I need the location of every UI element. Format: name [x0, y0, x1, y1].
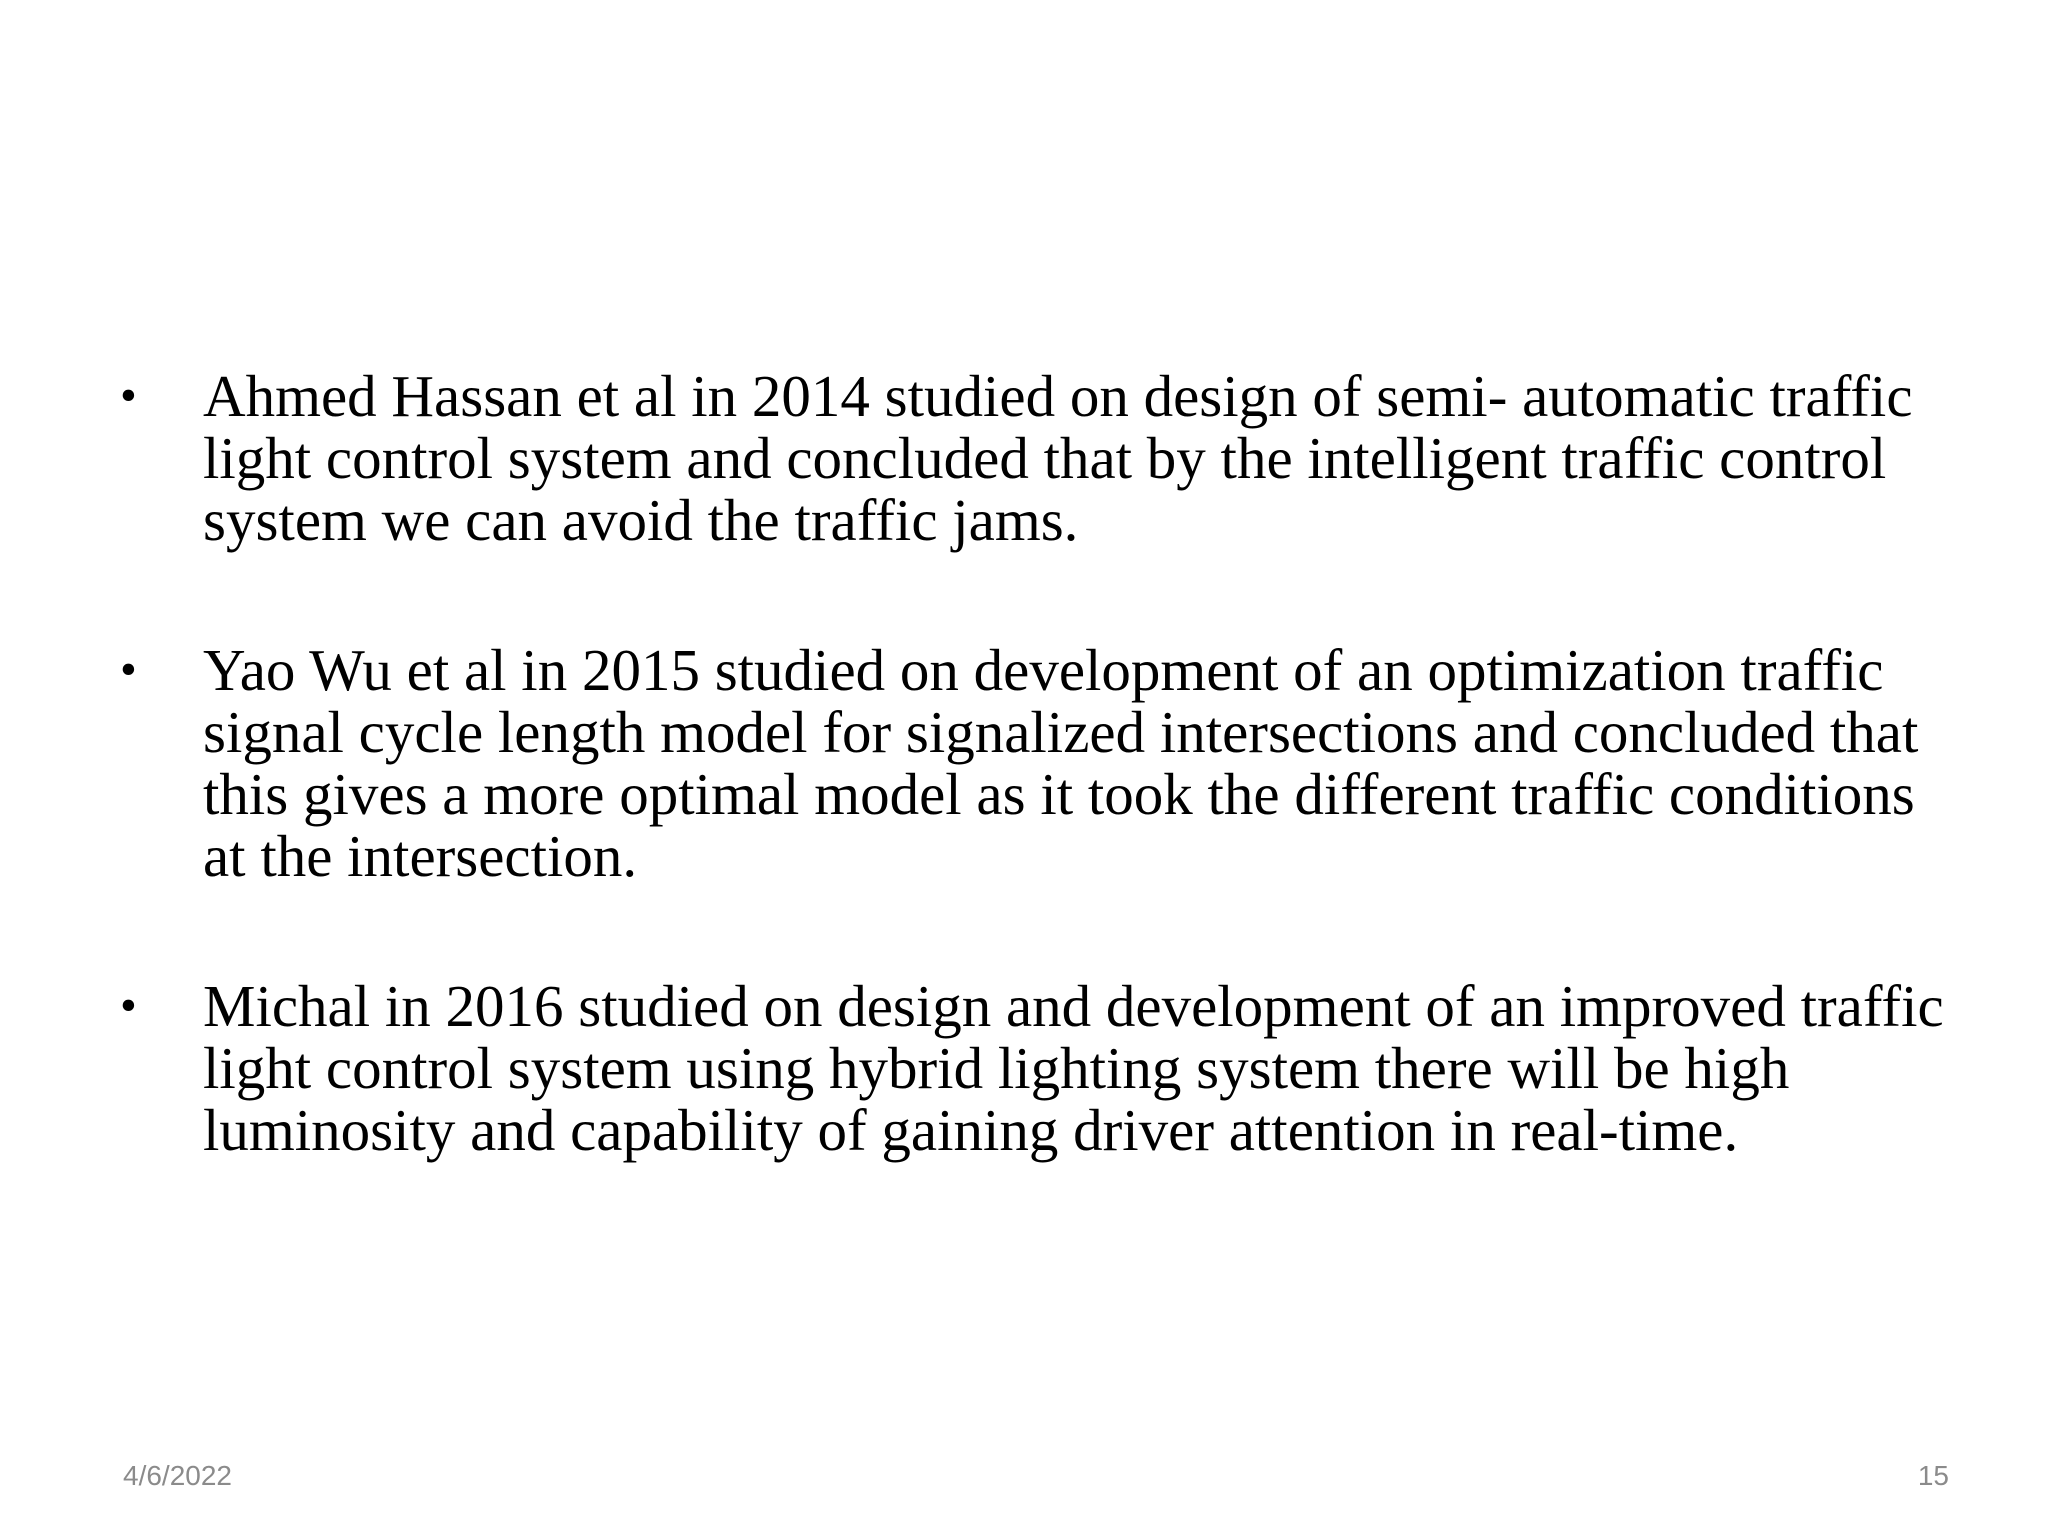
bullet-text: Yao Wu et al in 2015 studied on development of an optimization traffic signal cycle length model for signalized intersections and concluded that this gives a more optimal model as it took the different traffic conditions at the intersection.: [203, 637, 1919, 889]
bullet-icon: •: [120, 979, 137, 1032]
bullet-icon: •: [120, 643, 137, 696]
slide-body: [120, 365, 1970, 1161]
footer-date: 4/6/2022: [123, 1460, 232, 1491]
bullet-icon: •: [120, 369, 137, 422]
bullet-text: Michal in 2016 studied on design and development of an improved traffic light control system using hybrid lighting system there will be high luminosity and capability of gaining driver attention in real-time.: [203, 973, 1944, 1163]
bullet-item-hassan-2014: [120, 365, 1970, 551]
footer-page-number: 15: [1917, 1460, 1949, 1491]
bullet-item-michal-2016: [120, 975, 1970, 1161]
bullet-text: Ahmed Hassan et al in 2014 studied on design of semi- automatic traffic light control system and concluded that by the intelligent traffic control system we can avoid the traffic jams.: [203, 363, 1913, 553]
bullet-list: [120, 365, 1970, 1161]
bullet-item-wu-2015: [120, 639, 1970, 887]
